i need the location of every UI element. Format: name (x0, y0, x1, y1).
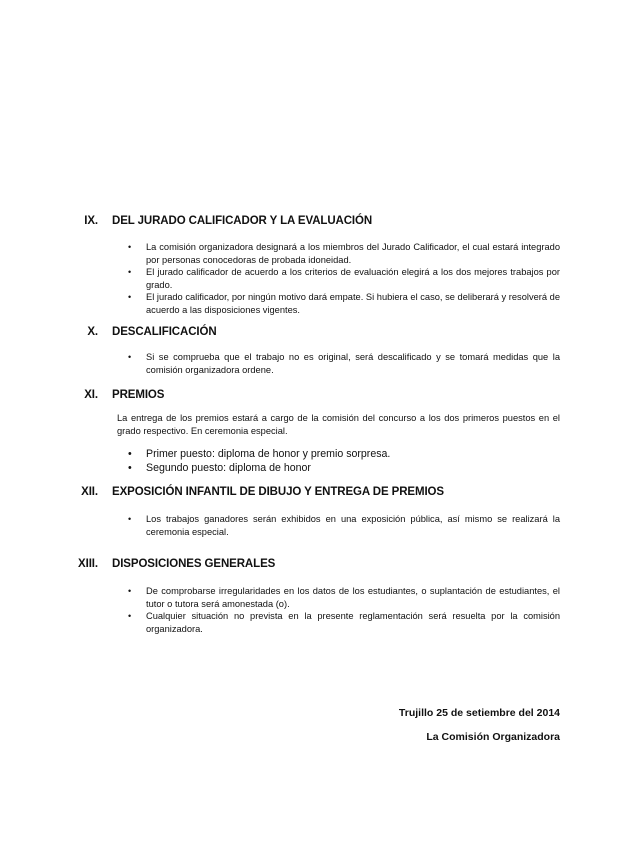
bullet-icon: • (128, 611, 132, 622)
section-ix-list (128, 241, 560, 317)
bullet-icon: • (128, 242, 132, 252)
bullet-icon: • (128, 292, 132, 303)
section-title: PREMIOS (112, 389, 165, 401)
bullet-icon: • (128, 514, 132, 524)
section-number: XI. (84, 389, 98, 401)
place-date: Trujillo 25 de setiembre del 2014 (398, 707, 560, 719)
section-number: XIII. (78, 558, 98, 570)
section-number: XII. (81, 486, 98, 498)
list-item: • De comprobarse irregularidades en los datos de los estudiantes, o suplantación de estudiantes, el tutor o tutora será amonestada (o). (128, 586, 560, 609)
list-item: • Primer puesto: diploma de honor y premio sorpresa. (128, 448, 391, 460)
list-item: • Si se comprueba que el trabajo no es original, será descalificado y se tomará medidas que la comisión organizadora ordene. (128, 352, 560, 375)
section-number: IX. (84, 215, 98, 227)
section-title: DISPOSICIONES GENERALES (112, 558, 276, 570)
section-x-list (128, 351, 560, 376)
signer: La Comisión Organizadora (426, 731, 560, 743)
section-number: X. (87, 326, 98, 338)
section-xii-list (128, 513, 560, 538)
list-item: • La comisión organizadora designará a los miembros del Jurado Calificador, el cual estará integrado por personas conocedoras de probada idoneidad. (128, 242, 560, 265)
section-title: EXPOSICIÓN INFANTIL DE DIBUJO Y ENTREGA DE PREMIOS (112, 486, 444, 498)
bullet-icon: • (128, 586, 132, 596)
bullet-icon: • (128, 461, 132, 474)
list-item: • El jurado calificador de acuerdo a los criterios de evaluación elegirá a los dos mejores trabajos por grado. (128, 267, 560, 290)
bullet-icon: • (128, 267, 132, 278)
section-xi-paragraph: La entrega de los premios estará a cargo de la comisión del concurso a los dos primeros puestos en el grado respectivo. En ceremonia especial. (117, 413, 560, 436)
section-title: DEL JURADO CALIFICADOR Y LA EVALUACIÓN (112, 215, 373, 227)
bullet-icon: • (128, 448, 132, 460)
section-title: DESCALIFICACIÓN (112, 326, 217, 338)
list-item: • Segundo puesto: diploma de honor (128, 461, 311, 474)
list-item: • El jurado calificador, por ningún motivo dará empate. Si hubiera el caso, se deliberará y resolverá de acuerdo a las disposiciones vigentes. (128, 292, 560, 315)
section-xiii-list (128, 585, 560, 635)
section-xi-list (128, 448, 560, 475)
bullet-icon: • (128, 352, 132, 362)
list-item: • Los trabajos ganadores serán exhibidos en una exposición pública, así mismo se realizará la ceremonia especial. (128, 514, 560, 537)
list-item: • Cualquier situación no prevista en la presente reglamentación será resuelta por la comisión organizadora. (128, 611, 560, 634)
